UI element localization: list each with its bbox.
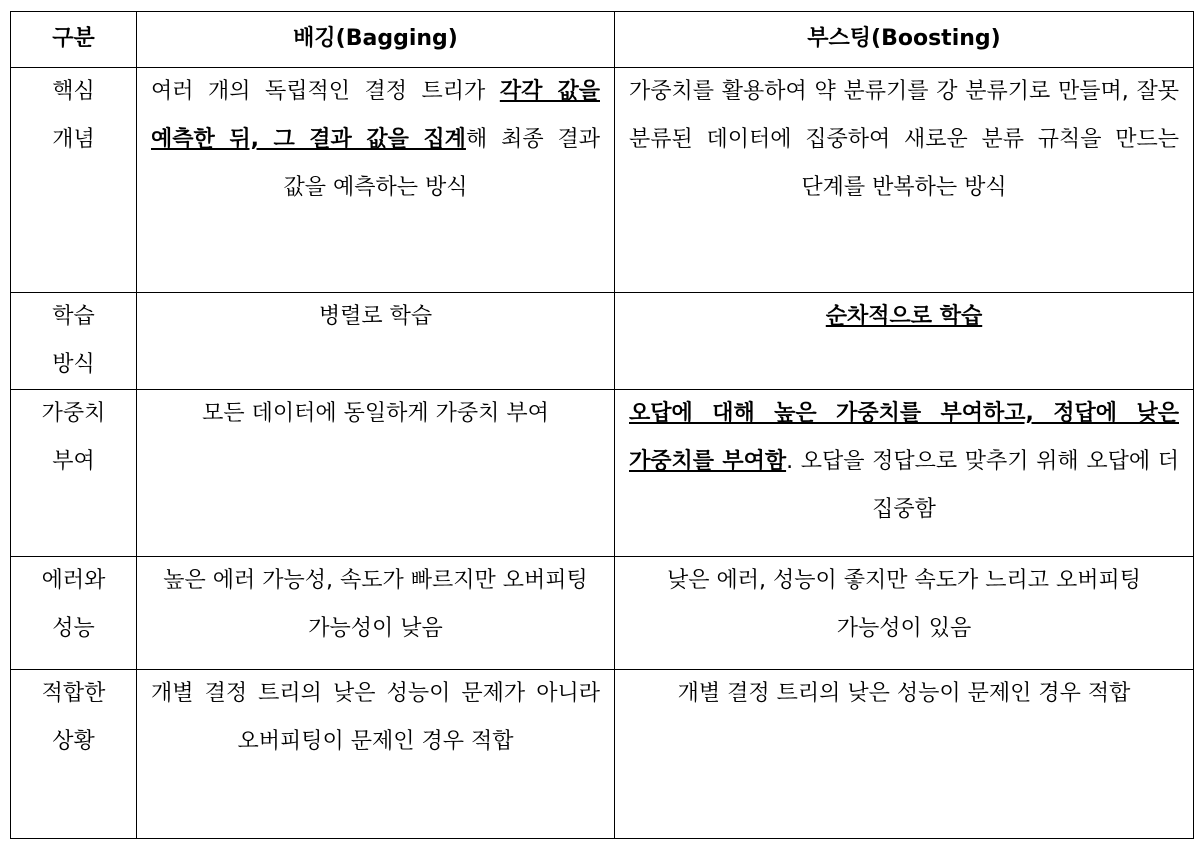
cell-text: 여러 개의 독립적인 결정 트리가 [151,79,500,104]
header-boosting: 부스팅(Boosting) [615,12,1194,68]
boosting-cell [615,670,1194,839]
row-label-line: 성능 [52,616,95,641]
boosting-cell [615,68,1194,293]
table-row [11,557,1194,670]
row-label-line: 에러와 [41,568,106,593]
boosting-cell [615,557,1194,670]
row-label-line: 학습 [52,304,95,329]
cell-text: 병렬로 학습 [318,304,433,329]
emphasis-text: 오답에 대해 높은 가중치를 부여하고, 정답에 낮은 가중치를 부여함 [629,401,1179,474]
header-row [11,12,1194,68]
row-label [11,557,137,670]
cell-text: 개별 결정 트리의 낮은 성능이 문제가 아니라 오버피팅이 문제인 경우 적합 [151,681,600,754]
table-row [11,670,1194,839]
cell-text: . 오답을 정답으로 맞추기 위해 오답에 더 집중함 [786,449,1179,522]
row-label-line: 방식 [52,352,95,377]
header-category: 구분 [11,12,137,68]
bagging-cell [137,557,615,670]
row-label [11,670,137,839]
bagging-cell [137,670,615,839]
row-label [11,293,137,390]
cell-text: 모든 데이터에 동일하게 가중치 부여 [202,401,549,426]
bagging-cell [137,390,615,557]
boosting-cell [615,390,1194,557]
row-label-line: 상황 [52,729,95,754]
bagging-cell [137,293,615,390]
bagging-cell [137,68,615,293]
comparison-table [10,11,1194,839]
row-label-line: 핵심 [52,79,95,104]
row-label-line: 부여 [52,449,95,474]
table-row [11,68,1194,293]
row-label-line: 적합한 [41,681,106,706]
cell-text: 가중치를 활용하여 약 분류기를 강 분류기로 만들며, 잘못 분류된 데이터에 집중하여 새로운 분류 규칙을 만드는 단계를 반복하는 방식 [629,79,1179,200]
row-label [11,68,137,293]
emphasis-text: 각각 값을 예측한 뒤, 그 결과 값을 집계 [151,79,600,152]
cell-text: 낮은 에러, 성능이 좋지만 속도가 느리고 오버피팅 가능성이 있음 [667,568,1141,641]
emphasis-text: 순차적으로 학습 [825,304,983,329]
row-label-line: 가중치 [41,401,106,426]
row-label-line: 개념 [52,127,95,152]
boosting-cell [615,293,1194,390]
header-bagging: 배깅(Bagging) [137,12,615,68]
row-label [11,390,137,557]
table-row [11,390,1194,557]
cell-text: 높은 에러 가능성, 속도가 빠르지만 오버피팅 가능성이 낮음 [163,568,588,641]
cell-text: 개별 결정 트리의 낮은 성능이 문제인 경우 적합 [677,681,1131,706]
cell-text: 해 최종 결과 값을 예측하는 방식 [283,127,600,200]
table-row [11,293,1194,390]
